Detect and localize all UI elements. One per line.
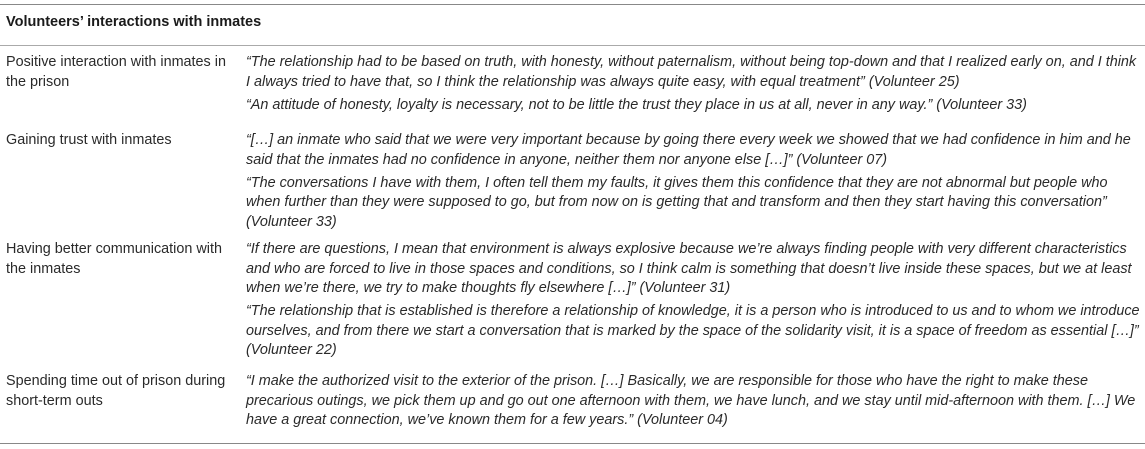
table-header: Volunteers’ interactions with inmates [6, 14, 262, 30]
header-rule [0, 45, 1145, 46]
quote-text: “[…] an inmate who said that we were very important because by going there every week we showed that we had confidence in him and he said that the inmates had no confidence in anyone, neither them nor anyone else […]” (Volunteer 07) [246, 132, 1131, 168]
quote-text: “I make the authorized visit to the exterior of the prison. […] Basically, we are responsible for those who have the right to make these precarious outings, we pick them up and go out one afternoon with them, we have lunch, and we stay until mid-afternoon with them. […] We have a great connection, we’ve known them for a few years.” (Volunteer 04) [246, 373, 1136, 428]
table-bottom-rule [0, 443, 1145, 444]
quotes-cell [246, 53, 1141, 119]
quotes-cell [246, 131, 1141, 236]
theme-cell: Having better communication with the inmates [6, 241, 222, 277]
theme-cell: Spending time out of prison during short-term outs [6, 373, 226, 409]
quote-text: “If there are questions, I mean that environment is always explosive because we’re always finding people with very different characteristics and who are forced to live in those spaces and conditions, so I think calm is something that doesn’t live inside these spaces, but we at least when we’re there, we try to make thoughts fly elsewhere […]” (Volunteer 31) [246, 241, 1132, 296]
table-top-rule [0, 4, 1145, 5]
quotes-cell [246, 372, 1141, 434]
theme-cell: Gaining trust with inmates [6, 132, 172, 148]
quote-text: “An attitude of honesty, loyalty is necessary, not to be little the trust they place in us at all, never in any way.” (Volunteer 33) [246, 96, 1027, 113]
quote-text: “The relationship that is established is therefore a relationship of knowledge, it is a person who is introduced to us and to whom we introduce ourselves, and from there we start a conversation that is marked by the space of the solidarity visit, it is a space of freedom as essential […]” (Volunteer 22) [246, 303, 1140, 358]
quote-text: “The conversations I have with them, I often tell them my faults, it gives them this confidence that they are not abnormal but people who when further than they were supposed to go, but from now on is getting that and transform and then they start having this conversation” (Volunteer 33) [246, 174, 1108, 230]
theme-cell: Positive interaction with inmates in the prison [6, 54, 226, 90]
quotes-cell [246, 240, 1141, 364]
quote-text: “The relationship had to be based on truth, with honesty, without paternalism, without being top-down and that I realized early on, and I think I always tried to have that, so I think the relationship was always quite easy, with equal treatment” (Volunteer 25) [246, 54, 1137, 90]
